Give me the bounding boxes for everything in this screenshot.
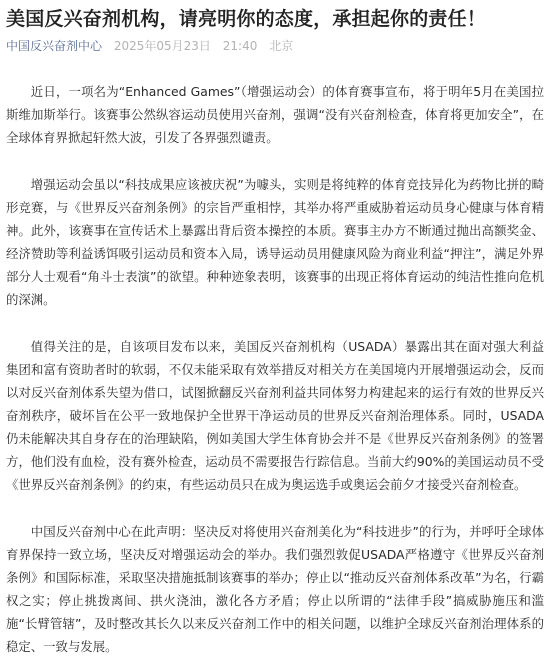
article-body: [6, 80, 544, 658]
paragraph-2: 增强运动会虽以“科技成果应该被庆祝”为噱头，实则是将纯粹的体育竞技异化为药物比拼的畸形竞赛，与《世界反兴奋剂条例》的宗旨严重相悖，其举办将严重威胁着运动员身心健康与体育精神。此外，该赛事在宣传话术上暴露出背后资本操控的本质。赛事主办方不断通过抛出高额奖金、经济赞助等利益诱饵吸引运动员和资本入局，诱导运动员用健康风险为商业利益“押注”，满足外界部分人士观看“角斗士表演”的欲望。种种迹象表明，该赛事的出现正将体育运动的纯洁性推向危机的深渊。: [6, 177, 544, 307]
paragraph-4: 中国反兴奋剂中心在此声明：坚决反对将使用兴奋剂美化为“科技进步”的行为，并呼吁全球体育界保持一致立场，坚决反对增强运动会的举办。我们强烈敦促USADA严格遵守《世界反兴奋剂条例》和国际标准，采取坚决措施抵制该赛事的举办；停止以“推动反兴奋剂体系改革”为名，行霸权之实；停止挑拨离间、拱火浇油，激化各方矛盾；停止以所谓的“法律手段”搞威胁施压和滥施“长臂管辖”，及时整改其长久以来反兴奋剂工作中的相关问题，以维护全球反兴奋剂治理体系的稳定、一致与发展。: [6, 524, 544, 654]
paragraph-3: 值得关注的是，自该项目发布以来，美国反兴奋剂机构（USADA）暴露出其在面对强大利益集团和富有资助者时的软弱，不仅未能采取有效举措反对相关方在美国境内开展增强运动会，反而以对反兴奋剂体系失望为借口，试图掀翻反兴奋剂利益共同体努力构建起来的运行有效的世界反兴奋剂秩序，破坏旨在公平一致地保护全世界干净运动员的世界反兴奋剂治理体系。同时，USADA仍未能解决其自身存在的治理缺陷，例如美国大学生体育协会并不是《世界反兴奋剂条例》的签署方，他们没有血检，没有赛外检查，运动员不需要报告行踪信息。当前大约90%的美国运动员不受《世界反兴奋剂条例》的约束，有些运动员只在成为奥运选手或奥运会前夕才接受兴奋剂检查。: [6, 339, 544, 492]
publish-location: 北京: [269, 39, 294, 53]
article-title: 美国反兴奋剂机构，请亮明你的态度，承担起你的责任！: [6, 8, 487, 30]
article-meta: [6, 38, 544, 54]
source-link[interactable]: 中国反兴奋剂中心: [6, 39, 103, 53]
paragraph-1: 近日，一项名为“Enhanced Games”（增强运动会）的体育赛事宣布，将于明年5月在美国拉斯维加斯举行。该赛事公然纵容运动员使用兴奋剂，强调“没有兴奋剂检查，体育将更加安全”，在全球体育界掀起轩然大波，引发了各界强烈谴责。: [6, 84, 544, 145]
publish-time: 21:40: [222, 39, 258, 53]
publish-date: 2025年05月23日: [113, 39, 211, 53]
